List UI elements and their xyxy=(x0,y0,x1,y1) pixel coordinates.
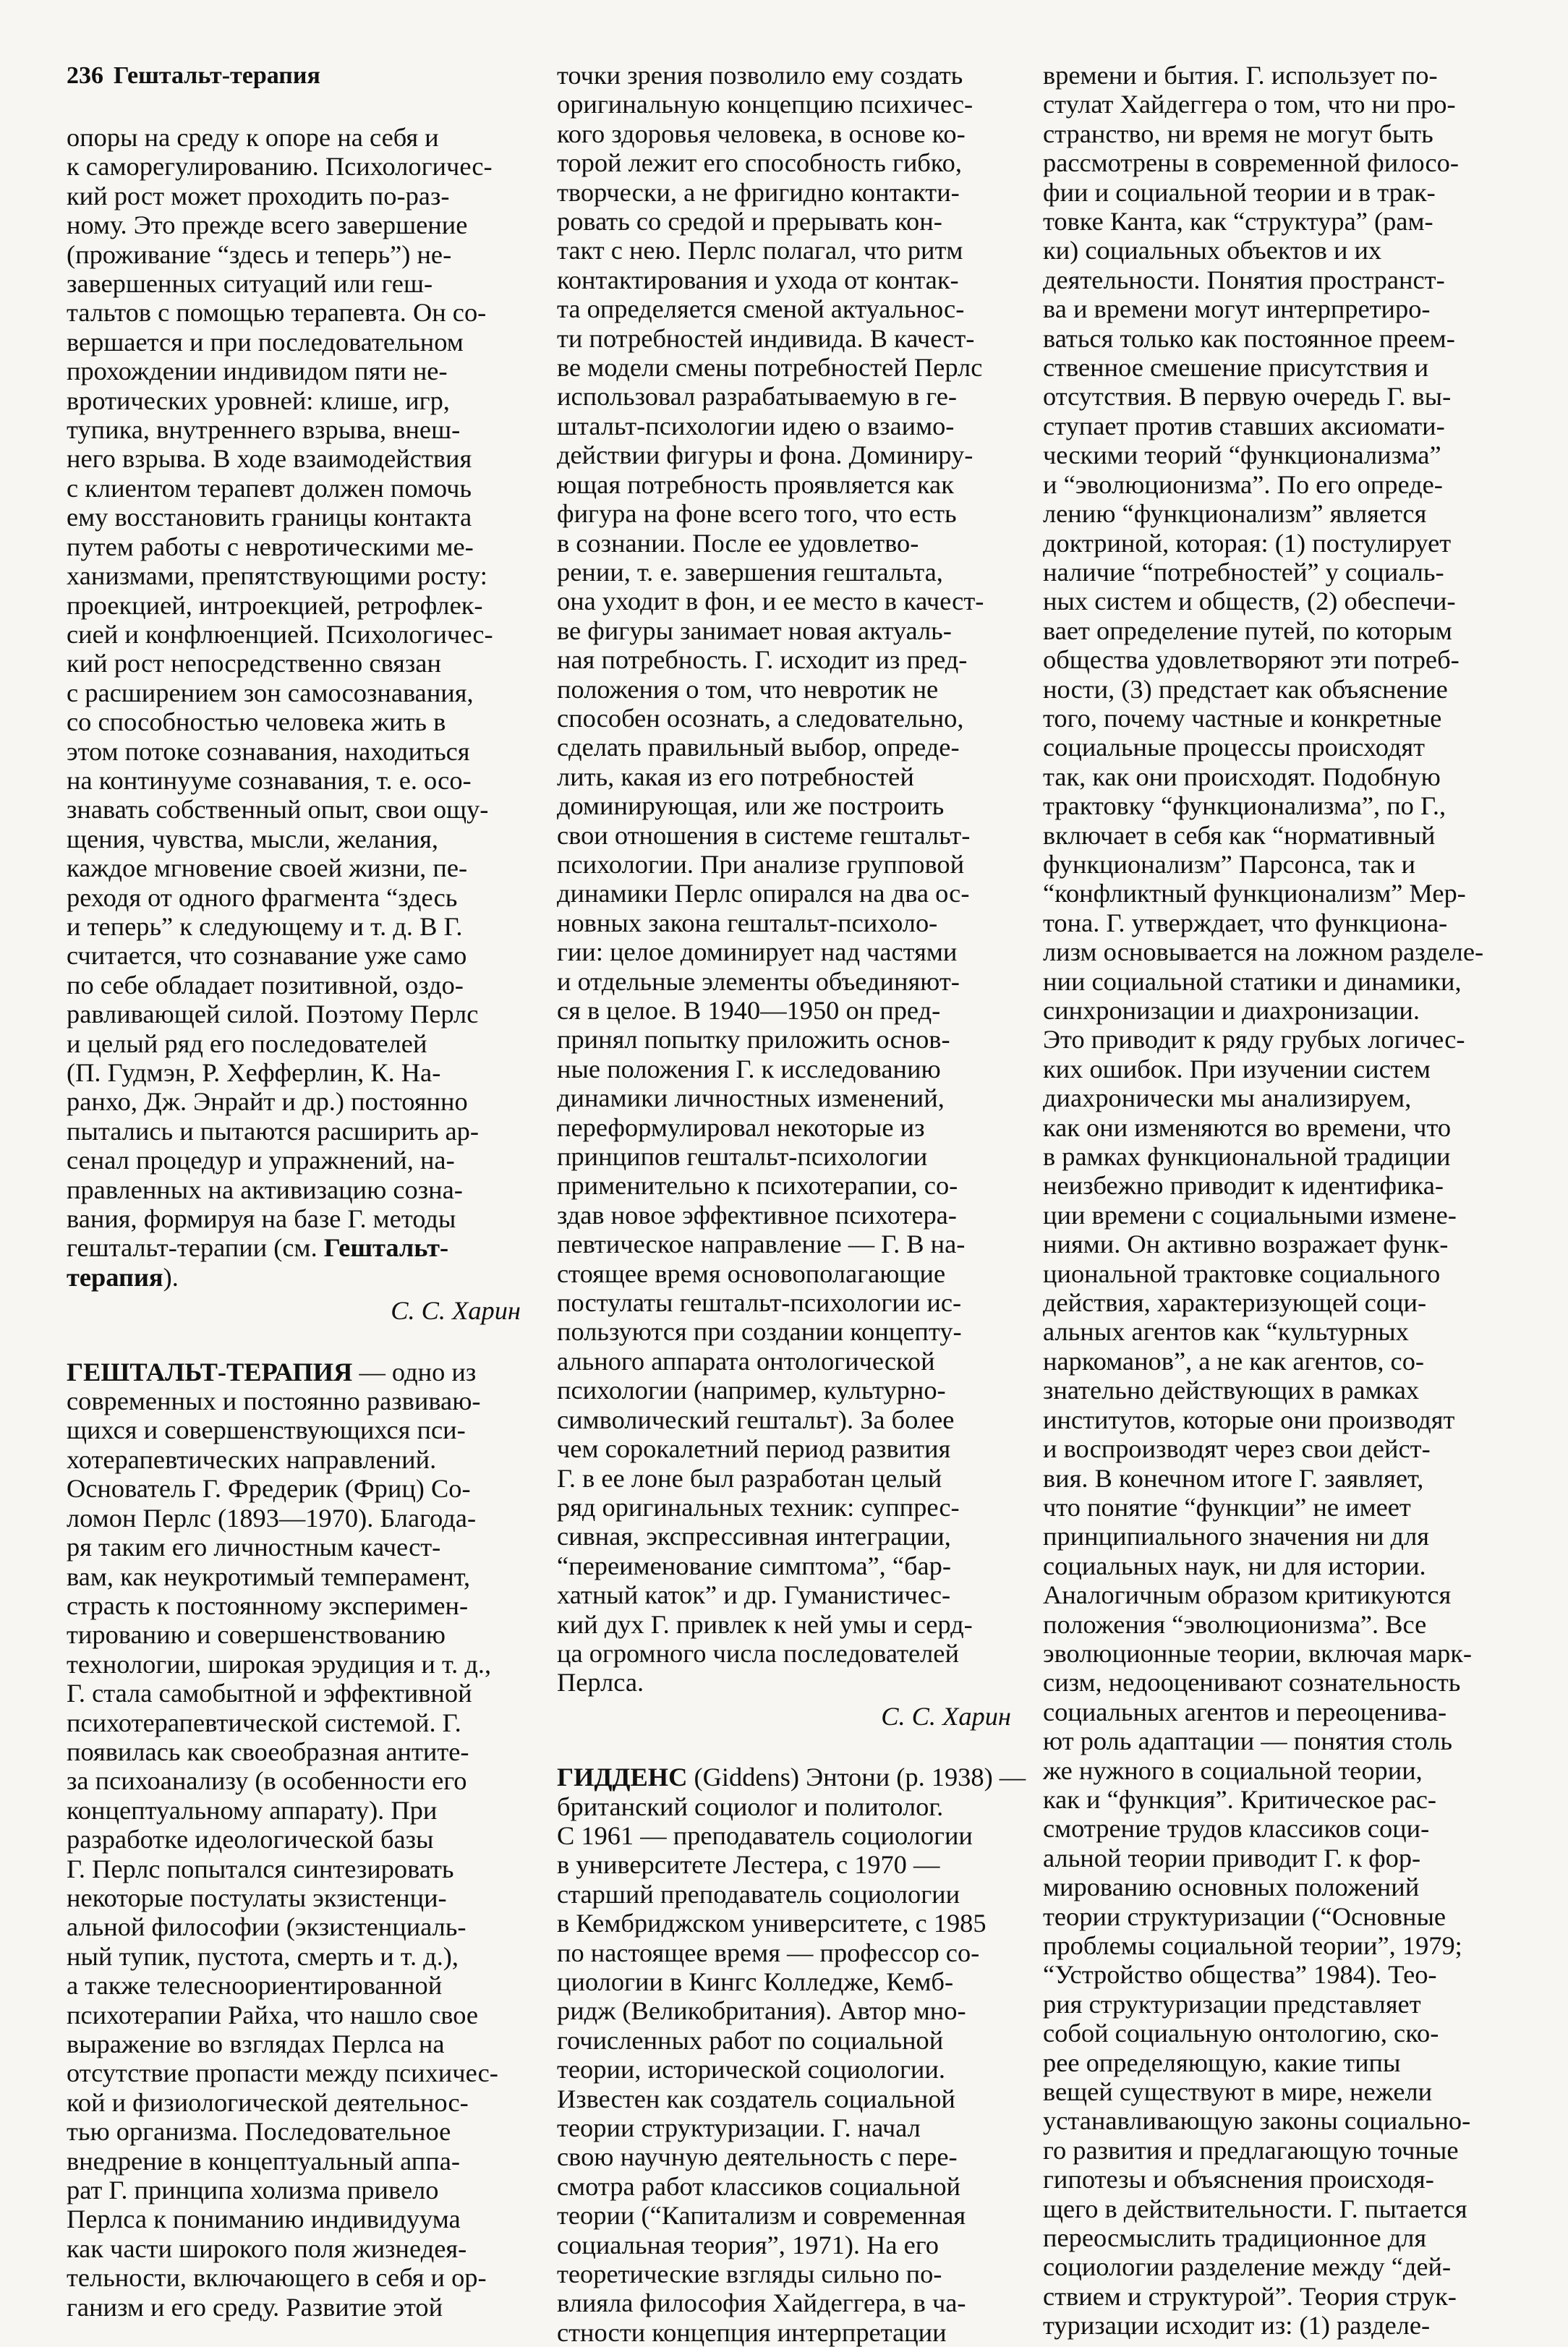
text-line: кого здоровья человека, в основе ко- xyxy=(557,119,966,148)
text-line: и теперь” к следующему и т. д. В Г. xyxy=(67,911,463,941)
text-line: ве модели смены потребностей Перлс xyxy=(557,353,983,383)
text-line: ваться только как постоянное преем- xyxy=(1043,323,1455,353)
text-line: социальных агентов и переоценива- xyxy=(1043,1697,1447,1726)
text-line: фигура на фоне всего того, что есть xyxy=(557,499,957,529)
text-line: динамики личностных изменений, xyxy=(557,1083,945,1113)
text-line: считается, что сознавание уже само xyxy=(67,941,467,971)
text-line: постулаты гештальт-психологии ис- xyxy=(557,1288,962,1318)
text-line: ности, (3) предстает как объяснение xyxy=(1043,674,1448,704)
text-line: Аналогичным образом критикуются xyxy=(1043,1580,1452,1610)
text-line: гипотезы и объяснения происходя- xyxy=(1043,2165,1434,2194)
text-line: свою научную деятельность с пере- xyxy=(557,2142,958,2172)
text-line: проекцией, интроекцией, ретрофлек- xyxy=(67,590,483,620)
text-line: Основатель Г. Фредерик (Фриц) Со- xyxy=(67,1474,471,1504)
entry-headword: ГЕШТАЛЬТ-ТЕРАПИЯ xyxy=(67,1357,353,1387)
text-line: по себе обладает позитивной, оздо- xyxy=(67,970,464,1000)
text-line: этом потоке сознавания, находиться xyxy=(67,736,470,766)
text-line: ридж (Великобритания). Автор мно- xyxy=(557,1996,966,2026)
text-line: гочисленных работ по социальной xyxy=(557,2025,944,2055)
text-line: вам, как неукротимый темперамент, xyxy=(67,1562,471,1591)
text-line: ся в целое. В 1940—1950 он пред- xyxy=(557,996,941,1025)
text-line: способен осознать, а следовательно, xyxy=(557,703,964,733)
text-line: прохождении индивидом пяти не- xyxy=(67,357,448,386)
text-line: знавать собственный опыт, свои ощу- xyxy=(67,795,489,825)
text-line: смотрение трудов классиков соци- xyxy=(1043,1814,1430,1844)
text-line: того, почему частные и конкретные xyxy=(1043,703,1442,733)
text-line: выражение во взглядах Перлса на xyxy=(67,2029,445,2058)
text-line: кий дух Г. привлек к ней умы и серд- xyxy=(557,1609,973,1639)
text-line: ганизм и его среду. Развитие этой xyxy=(67,2292,443,2322)
text-line: ря таким его личностным качест- xyxy=(67,1533,441,1562)
text-line: кий рост непосредственно связан xyxy=(67,649,441,678)
text-line: “переименование симптома”, “бар- xyxy=(557,1551,951,1580)
text-line: что понятие “функции” не имеет xyxy=(1043,1492,1411,1522)
text-line: теоретические взгляды сильно по- xyxy=(557,2259,942,2289)
text-line: рассмотрены в современной филосо- xyxy=(1043,148,1459,178)
text-line: концептуальному аппарату). При xyxy=(67,1795,438,1825)
text-line: старший преподаватель социологии xyxy=(557,1879,960,1909)
text-line: как и “функция”. Критическое рас- xyxy=(1043,1784,1437,1814)
text-line: знательно действующих в рамках xyxy=(1043,1376,1420,1405)
text-line: теории, исторической социологии. xyxy=(557,2055,945,2084)
text-line: технологии, широкая эрудиция и т. д., xyxy=(67,1649,492,1679)
text-line: Г. стала самобытной и эффективной xyxy=(67,1679,472,1708)
text-line: ве фигуры занимает новая актуаль- xyxy=(557,615,952,645)
text-line: сделать правильный выбор, опреде- xyxy=(557,733,960,762)
text-line: пытались и пытаются расширить ар- xyxy=(67,1116,479,1146)
text-line: ственное смешение присутствия и xyxy=(1043,353,1429,383)
text-line: Это приводит к ряду грубых логичес- xyxy=(1043,1025,1465,1055)
text-line: символический гештальт). За более xyxy=(557,1405,955,1434)
entry-first-line xyxy=(67,1358,529,1387)
text-line: по настоящее время — профессор со- xyxy=(557,1938,980,1967)
text-line: штальт-психологии идею о взаимо- xyxy=(557,411,955,440)
entry-first-line-text: (Giddens) Энтони (р. 1938) — xyxy=(687,1763,1026,1792)
text-line: так, как они происходят. Подобную xyxy=(1043,762,1441,791)
text-line: действии фигуры и фона. Доминиру- xyxy=(557,440,973,470)
text-line: туризации исходит из: (1) разделе- xyxy=(1043,2311,1431,2340)
text-line: тельности, включающего в себя и ор- xyxy=(67,2263,487,2293)
text-line: ступает против ставших аксиомати- xyxy=(1043,411,1445,440)
text-line-fragment: гештальт-терапии (см. xyxy=(67,1233,318,1263)
text-line: социологии разделение между “дей- xyxy=(1043,2252,1452,2282)
col1-continuation xyxy=(67,123,529,1233)
entry-headword: ГИДДЕНС xyxy=(557,1763,688,1792)
text-line: положения “эволюционизма”. Все xyxy=(1043,1609,1427,1639)
text-line: переформулировал некоторые из xyxy=(557,1112,925,1142)
text-line: щихся и совершенствующихся пси- xyxy=(67,1415,466,1445)
text-line: альных агентов как “культурных xyxy=(1043,1317,1409,1347)
text-line: трактовку “функционализма”, по Г., xyxy=(1043,791,1446,821)
text-line: стности концепция интерпретации xyxy=(557,2317,947,2347)
text-line: реходя от одного фрагмента “здесь xyxy=(67,882,458,912)
text-line: (проживание “здесь и теперь”) не- xyxy=(67,239,452,269)
text-line: фии и социальной теории и в трак- xyxy=(1043,177,1436,207)
text-line: ломон Перлс (1893—1970). Благода- xyxy=(67,1503,477,1533)
text-line: вещей существуют в мире, нежели xyxy=(1043,2077,1433,2107)
text-line: ему восстановить границы контакта xyxy=(67,503,472,532)
text-line: путем работы с невротическими ме- xyxy=(67,532,474,561)
text-line: деятельности. Понятия пространст- xyxy=(1043,265,1445,294)
text-line: рат Г. принципа холизма привело xyxy=(67,2176,439,2205)
text-line: сивная, экспрессивная интеграции, xyxy=(557,1522,951,1551)
text-line: ческими теорий “функционализма” xyxy=(1043,440,1441,470)
text-line: певтическое направление — Г. В на- xyxy=(557,1230,966,1259)
text-line: чем сорокалетний период развития xyxy=(557,1434,951,1464)
cross-reference-close: ). xyxy=(163,1262,179,1292)
text-line: смотра работ классиков социальной xyxy=(557,2171,961,2201)
text-line: контактирования и ухода от контак- xyxy=(557,265,959,294)
text-line: собой социальную онтологию, ско- xyxy=(1043,2019,1439,2048)
text-line: циологии в Кингс Колледже, Кемб- xyxy=(557,1967,954,1996)
author-signature: С. С. Харин xyxy=(391,1296,521,1326)
text-line: а также телесноориентированной xyxy=(67,1971,443,2001)
text-line: использовал разрабатываемую в ге- xyxy=(557,382,958,412)
text-line: проблемы социальной теории”, 1979; xyxy=(1043,1931,1462,1960)
text-line: щения, чувства, мысли, желания, xyxy=(67,824,438,853)
entry-gestalt-therapy xyxy=(67,1358,529,2322)
column-1 xyxy=(67,123,529,2322)
text-line: как части широкого поля жизнедея- xyxy=(67,2233,467,2263)
text-line: с расширением зон самосознавания, xyxy=(67,678,474,707)
text-line: товке Канта, как “структура” (рам- xyxy=(1043,207,1433,237)
text-line: ки) социальных объектов и их xyxy=(1043,236,1382,265)
text-line: применительно к психотерапии, со- xyxy=(557,1171,958,1201)
text-line: ких ошибок. При изучении систем xyxy=(1043,1054,1431,1083)
text-line: институтов, которые они производят xyxy=(1043,1405,1455,1434)
text-line: британский социолог и политолог. xyxy=(557,1792,944,1821)
text-line: гии: целое доминирует над частями xyxy=(557,937,958,967)
column-2 xyxy=(557,61,1026,2347)
page-number: 236 xyxy=(67,62,103,89)
text-line: лизм основывается на ложном разделе- xyxy=(1043,937,1484,967)
text-line: теории структуризации (“Основные xyxy=(1043,1901,1446,1931)
entry-giddens xyxy=(557,1763,1026,2347)
col2-continuation xyxy=(557,61,1020,1698)
text-line: и “эволюционизма”. По его опреде- xyxy=(1043,469,1443,499)
text-line: ный тупик, пустота, смерть и т. д.), xyxy=(67,1941,459,1971)
text-line: циональной трактовке социального xyxy=(1043,1258,1441,1288)
text-line: Перлса к пониманию индивидуума xyxy=(67,2205,461,2234)
col1-see-also-line xyxy=(67,1233,529,1262)
text-line: ные положения Г. к исследованию xyxy=(557,1054,941,1083)
text-line: Перлса. xyxy=(557,1668,644,1698)
text-line: стоящее время основополагающие xyxy=(557,1258,946,1288)
text-line: “Устройство общества” 1984). Тео- xyxy=(1043,1960,1437,1990)
text-line: нии социальной статики и динамики, xyxy=(1043,966,1462,996)
text-line: кой и физиологической деятельнос- xyxy=(67,2087,469,2117)
text-line: правленных на активизацию созна- xyxy=(67,1175,463,1204)
text-line: вия. В конечном итоге Г. заявляет, xyxy=(1043,1463,1424,1493)
text-line: диахронически мы анализируем, xyxy=(1043,1083,1412,1113)
text-line: пользуются при создании концепту- xyxy=(557,1317,962,1347)
text-line: го развития и предлагающую точные xyxy=(1043,2135,1459,2165)
text-line: та определяется сменой актуальнос- xyxy=(557,294,965,324)
text-line: она уходит в фон, и ее место в качест- xyxy=(557,587,984,616)
text-line: социальные процессы происходят xyxy=(1043,733,1426,762)
text-line: ют роль адаптации — понятия столь xyxy=(1043,1726,1452,1756)
text-line: включает в себя как “нормативный xyxy=(1043,820,1436,850)
text-line: к саморегулированию. Психологичес- xyxy=(67,152,493,182)
running-title: Гештальт-терапия xyxy=(114,62,320,89)
text-line: ных систем и обществ, (2) обеспечи- xyxy=(1043,587,1456,616)
running-header xyxy=(67,62,320,90)
text-line: и целый ряд его последователей xyxy=(67,1028,427,1058)
text-line: тальтов с помощью терапевта. Он со- xyxy=(67,298,487,328)
text-line: Известен как создатель социальной xyxy=(557,2084,955,2113)
text-line: каждое мгновение своей жизни, пе- xyxy=(67,853,468,883)
text-line: со способностью человека жить в xyxy=(67,707,446,737)
text-line: ти потребностей индивида. В качест- xyxy=(557,323,975,353)
text-line: доктриной, которая: (1) постулирует xyxy=(1043,528,1452,558)
text-line: точки зрения позволило ему создать xyxy=(557,61,963,90)
text-line: психологии. При анализе групповой xyxy=(557,849,965,879)
text-line: опоры на среду к опоре на себя и xyxy=(67,123,439,152)
text-line: доминирующая, или же построить xyxy=(557,791,945,821)
col1-entry-body xyxy=(67,1387,529,2322)
text-line: вротических уровней: клише, игр, xyxy=(67,386,450,415)
text-line: наркоманов”, а не как агентов, со- xyxy=(1043,1346,1425,1376)
text-line: такт с нею. Перлс полагал, что ритм xyxy=(557,236,963,265)
text-line: страсть к постоянному эксперимен- xyxy=(67,1590,469,1620)
col3-body xyxy=(1043,61,1506,2340)
text-line: переосмыслить традиционное для xyxy=(1043,2223,1427,2253)
text-line: вершается и при последовательном xyxy=(67,327,464,357)
text-line: хотерапевтических направлений. xyxy=(67,1444,437,1474)
text-line: новных закона гештальт-психоло- xyxy=(557,908,938,937)
text-line: ровать со средой и прерывать кон- xyxy=(557,207,942,237)
column-3 xyxy=(1043,61,1506,2340)
text-line: ствием и структурой”. Теория струк- xyxy=(1043,2281,1457,2311)
text-line: в Кембриджском университете, с 1985 xyxy=(557,1909,987,1938)
text-line: лению “функционализм” является xyxy=(1043,499,1427,529)
text-line: альной философии (экзистенциаль- xyxy=(67,1912,466,1942)
text-line: в сознании. После ее удовлетво- xyxy=(557,528,919,558)
text-line: тупика, внутреннего взрыва, внеш- xyxy=(67,415,461,445)
text-line: общества удовлетворяют эти потреб- xyxy=(1043,645,1460,675)
cross-reference-term-2[interactable]: терапия xyxy=(67,1262,163,1292)
text-line: ца огромного числа последователей xyxy=(557,1638,959,1668)
text-line: внедрение в концептуальный аппа- xyxy=(67,2146,461,2176)
text-line: же нужного в социальной теории, xyxy=(1043,1755,1423,1785)
text-line: сизм, недооценивают сознательность xyxy=(1043,1668,1461,1698)
text-line: принципиального значения ни для xyxy=(1043,1522,1429,1551)
text-line: ханизмами, препятствующими росту: xyxy=(67,561,487,591)
text-line: эволюционные теории, включая марк- xyxy=(1043,1638,1473,1668)
text-line: Г. Перлс попытался синтезировать xyxy=(67,1854,454,1883)
text-line: на континууме сознавания, т. е. осо- xyxy=(67,765,472,795)
text-line: альной теории приводит Г. к фор- xyxy=(1043,1843,1421,1873)
text-line: вания, формируя на базе Г. методы xyxy=(67,1204,456,1234)
text-line: в рамках функциональной традиции xyxy=(1043,1142,1451,1172)
text-line: социальных наук, ни для истории. xyxy=(1043,1551,1426,1580)
text-line: устанавливающую законы социально- xyxy=(1043,2106,1471,2136)
text-line: хатный каток” и др. Гуманистичес- xyxy=(557,1580,951,1610)
text-line: ранхо, Дж. Энрайт и др.) постоянно xyxy=(67,1087,468,1117)
text-line: как они изменяются во времени, что xyxy=(1043,1112,1452,1142)
text-line: щего в действительности. Г. пытается xyxy=(1043,2194,1467,2223)
text-line: динамики Перлс опирался на два ос- xyxy=(557,879,970,908)
text-line: сенал процедур и упражнений, на- xyxy=(67,1146,455,1175)
text-line: социальная теория”, 1971). На его xyxy=(557,2230,939,2259)
text-line: торой лежит его способность гибко, xyxy=(557,148,962,178)
text-line: принципов гештальт-психологии xyxy=(557,1142,928,1172)
text-line: наличие “потребностей” у социаль- xyxy=(1043,557,1444,587)
text-line: ва и времени могут интерпретиро- xyxy=(1043,294,1431,324)
text-line: Г. в ее лоне был разработан целый xyxy=(557,1463,942,1493)
text-line: равливающей силой. Поэтому Перлс xyxy=(67,1000,479,1029)
cross-reference-term[interactable]: Гештальт- xyxy=(323,1233,449,1263)
text-line: мированию основных положений xyxy=(1043,1873,1420,1902)
text-line: тью организма. Последовательное xyxy=(67,2117,451,2147)
text-line: действия, характеризующей соци- xyxy=(1043,1288,1427,1318)
text-line: здав новое эффективное психотера- xyxy=(557,1200,957,1230)
text-line: (П. Гудмэн, Р. Хефферлин, К. На- xyxy=(67,1058,441,1087)
text-line: влияла философия Хайдеггера, в ча- xyxy=(557,2288,966,2318)
text-line: и воспроизводят через свои дейст- xyxy=(1043,1434,1431,1464)
text-line: странство, ни время не могут быть xyxy=(1043,119,1433,148)
text-line: ная потребность. Г. исходит из пред- xyxy=(557,645,968,675)
entry-first-line xyxy=(557,1763,1026,1792)
text-line: ющая потребность проявляется как xyxy=(557,469,954,499)
text-line: ального аппарата онтологической xyxy=(557,1346,935,1376)
text-line: психологии (например, культурно- xyxy=(557,1376,946,1405)
text-line: свои отношения в системе гештальт- xyxy=(557,820,971,850)
text-line: современных и постоянно развиваю- xyxy=(67,1387,481,1416)
text-line: теории (“Капитализм и современная xyxy=(557,2201,966,2231)
text-line: теории структуризации. Г. начал xyxy=(557,2113,921,2143)
text-line: отсутствия. В первую очередь Г. вы- xyxy=(1043,382,1452,412)
text-line: сией и конфлюенцией. Психологичес- xyxy=(67,619,493,649)
text-line: положения о том, что невротик не xyxy=(557,674,939,704)
text-line: синхронизации и диахронизации. xyxy=(1043,996,1420,1025)
text-line: творчески, а не фригидно контакти- xyxy=(557,177,960,207)
text-line: ному. Это прежде всего завершение xyxy=(67,210,468,240)
text-line: функционализм” Парсонса, так и xyxy=(1043,849,1416,879)
text-line: рия структуризации представляет xyxy=(1043,1989,1421,2019)
text-line: кий рост может проходить по-раз- xyxy=(67,181,450,210)
text-line: рее определяющую, какие типы xyxy=(1043,2048,1401,2077)
text-line: стулат Хайдеггера о том, что ни про- xyxy=(1043,90,1456,119)
text-line: рении, т. е. завершения гештальта, xyxy=(557,557,943,587)
text-line: “конфликтный функционализм” Мер- xyxy=(1043,879,1466,908)
text-line: вает определение путей, по которым xyxy=(1043,615,1452,645)
text-line: появилась как своеобразная антите- xyxy=(67,1737,469,1766)
text-line: разработке идеологической базы xyxy=(67,1825,434,1854)
text-line: принял попытку приложить основ- xyxy=(557,1025,950,1055)
text-line: ции времени с социальными измене- xyxy=(1043,1200,1457,1230)
author-signature: С. С. Харин xyxy=(881,1701,1011,1731)
text-line: ряд оригинальных техник: суппрес- xyxy=(557,1492,960,1522)
text-line: с клиентом терапевт должен помочь xyxy=(67,473,472,503)
text-line: завершенных ситуаций или геш- xyxy=(67,269,433,299)
col2-entry-body xyxy=(557,1792,1020,2347)
text-line: лить, какая из его потребностей xyxy=(557,762,914,791)
text-line: отсутствие пропасти между психичес- xyxy=(67,2058,498,2088)
text-line: тона. Г. утверждает, что функциона- xyxy=(1043,908,1448,937)
text-line: психотерапии Райха, что нашло свое xyxy=(67,2000,478,2029)
text-line: ниями. Он активно возражает функ- xyxy=(1043,1230,1449,1259)
text-line: в университете Лестера, с 1970 — xyxy=(557,1850,940,1880)
text-line: некоторые постулаты экзистенци- xyxy=(67,1883,447,1912)
text-line: времени и бытия. Г. использует по- xyxy=(1043,61,1438,90)
text-line: оригинальную концепцию психичес- xyxy=(557,90,973,119)
entry-first-line-text: — одно из xyxy=(352,1357,477,1387)
text-line: и отдельные элементы объединяют- xyxy=(557,966,960,996)
col1-see-also-line-2 xyxy=(67,1263,529,1292)
text-line: него взрыва. В ходе взаимодействия xyxy=(67,444,472,474)
text-line: за психоанализу (в особенности его xyxy=(67,1766,467,1796)
text-line: тированию и совершенствованию xyxy=(67,1620,446,1650)
text-line: неизбежно приводит к идентифика- xyxy=(1043,1171,1444,1201)
text-line: С 1961 — преподаватель социологии xyxy=(557,1820,973,1850)
text-line: психотерапевтической системой. Г. xyxy=(67,1708,461,1737)
